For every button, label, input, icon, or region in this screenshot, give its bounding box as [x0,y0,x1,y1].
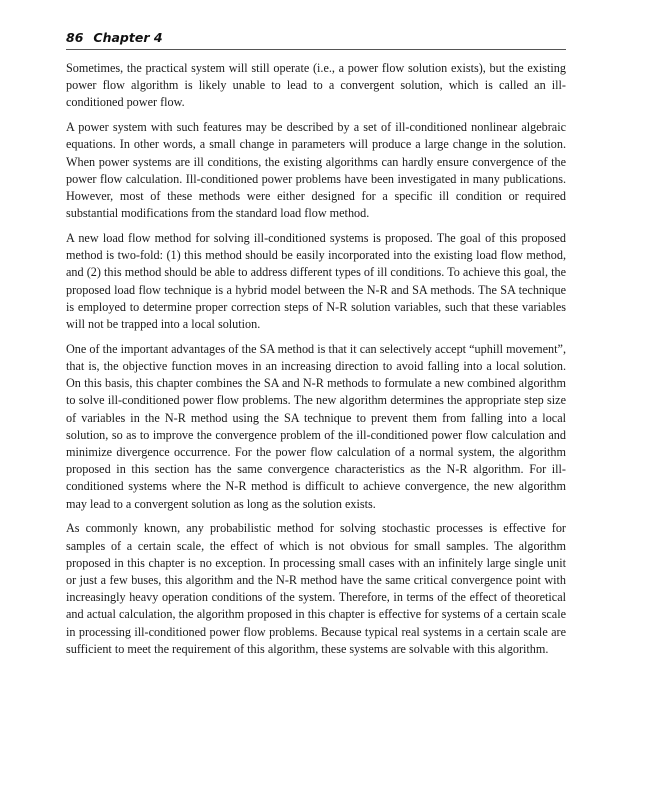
body-text [66,60,566,666]
paragraph-5: As commonly known, any probabilistic method for solving stochastic processes is effective for samples of a certain scale, the effect of which is not obvious for small samples. The algorithm proposed in this chapter is no exception. In processing small cases with an infinitely large single unit or just a few buses, this algorithm and the N-R method have the same critical convergence point with increasingly heavy operation conditions of the system. Therefore, in terms of the effect of theoretical and actual calculation, the algorithm proposed in this chapter is effective for systems of a certain scale in processing ill-conditioned power flow problems. Because typical real systems in a certain scale are sufficient to meet the requirement of this algorithm, these systems are solvable with this algorithm. [66,521,566,656]
header-rule [66,49,566,50]
paragraph-1: Sometimes, the practical system will still operate (i.e., a power flow solution exists), but the existing power flow algorithm is likely unable to lead to a convergent solution, which is called an ill-conditioned power flow. [66,61,566,110]
paragraph-2: A power system with such features may be described by a set of ill-conditioned nonlinear algebraic equations. In other words, a small change in parameters will produce a large change in the solution. When power systems are ill conditions, the existing algorithms can hardly ensure convergence of the power flow calculation. Ill-conditioned power problems have been investigated in many publications. However, most of these methods were either designed for a specific ill condition or required substantial modifications from the standard load flow method. [66,120,566,221]
page-number: 86 [66,30,84,45]
running-head [66,30,566,48]
paragraph-3: A new load flow method for solving ill-conditioned systems is proposed. The goal of this proposed method is two-fold: (1) this method should be easily incorporated into the existing load flow method, and (2) this method should be able to address different types of ill conditions. To achieve this goal, the proposed load flow technique is a hybrid model between the N-R and SA methods. The SA technique is employed to determine proper correction steps of N-R solution variables, such that these variables will not be trapped into a local solution. [66,231,566,332]
paragraph-4: One of the important advantages of the SA method is that it can selectively accept “uphill movement”, that is, the objective function moves in an increasing direction to avoid falling into a local solution. On this basis, this chapter combines the SA and N-R methods to formulate a new combined algorithm to solve ill-conditioned power flow problems. The new algorithm determines the appropriate step size of variables in the N-R method using the SA technique to prevent them from falling into a local solution, so as to improve the convergence problem of the ill-conditioned power flow calculation and minimize divergence occurrence. For the power flow calculation of a normal system, the algorithm proposed in this section has the same convergence characteristics as the N-R algorithm. For ill-conditioned systems where the N-R method is difficult to achieve convergence, the new algorithm may lead to a convergent solution as long as the solution exists. [66,341,566,511]
chapter-label: Chapter 4 [93,30,163,45]
